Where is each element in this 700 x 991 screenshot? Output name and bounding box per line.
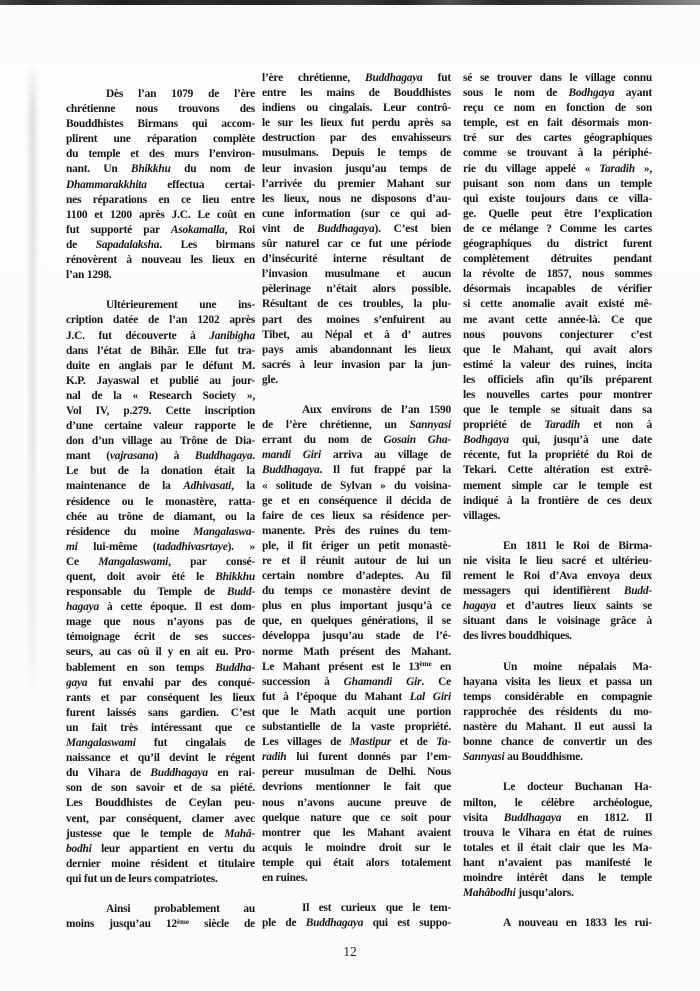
text-line: Sannyasi au Bouddhisme. [463,751,583,764]
text-line: trouva le Vihara en état de ruines [463,826,652,839]
text-line: mement simple car le temple est [463,479,652,492]
text-line: naissance et qu’il devint le régent [66,752,255,765]
text-line: nous pouvons conjecturer c’est [463,328,652,341]
text-line: un fait très intéressant que ce [66,721,255,734]
text-line: du Vihara de Buddhagaya en rai- [66,767,255,780]
text-line: propriété de Taradih et non à [463,419,652,432]
paragraph [463,660,652,766]
text-line: milton, le célèbre archéologue, [463,796,652,809]
text-line: faire de ces lieux sa résidence per- [262,509,451,522]
text-line: part des moines s’enfuirent au [262,313,451,326]
text-line: Ainsi probablement au [106,903,255,916]
text-line: hant n’avaient pas manifesté le [463,856,652,869]
text-line: développa jusqu’au stade de l’é- [262,630,451,643]
text-line: ple de Buddhagaya qui est suppo- [262,917,451,930]
text-line: sé se trouver dans le village connu [463,72,652,84]
paragraph [66,298,255,887]
text-line: nes réparations en ce lieu entre [66,193,255,206]
text-line: les officiels afin qu’ils préparent [463,373,652,386]
text-line: re et il réunit autour de lui un [262,555,451,567]
text-line: Le docteur Buchanan Ha- [503,781,652,794]
text-line: acquis le moindre droit sur le [262,841,451,854]
text-line: complètement détruites pendant [463,253,652,266]
paragraph [262,403,451,886]
text-line: l’an 1298. [66,269,112,282]
text-line: destruction par des envahisseurs [262,132,451,145]
text-line: don d’un village au Trône de Dia- [66,435,255,448]
paragraph [463,71,652,524]
text-line: en ruines. [262,871,308,884]
text-line: rants et par conséquent les lieux [66,691,255,704]
text-line: sacrés à leur invasion par la jun- [262,358,451,371]
text-line: qui existe toujours dans ce villa- [463,192,652,205]
text-line: plus en plus important jusqu’à ce [262,600,451,613]
text-line: montrer que les Mahant avaient [262,826,451,839]
text-line: reçu ce nom en fonction de son [463,102,652,115]
text-line: Mangalaswami fut cingalais de [66,737,255,750]
text-line: désormais incapables de vérifier [463,283,652,296]
text-line: devrions mentionner le fait que [262,781,451,794]
text-line: ge et en conséquence il décida de [262,494,451,507]
text-line: d’insécurité interne résultant de [262,253,451,266]
text-line: que le Mahant, qui avait alors [463,343,652,356]
text-line: dans l’état de Bihâr. Elle fut tra- [66,344,255,357]
text-line: puisant son nom dans un temple [463,177,652,190]
text-line: moins jusqu’au 12ème siècle de [66,917,255,931]
paragraph [262,901,451,931]
text-line: justesse que le temple de Mahâ- [66,827,255,840]
text-line: que le Math acquit une portion [262,705,451,718]
text-line: furent laissés sans gardien. C’est [66,706,255,719]
text-line: me avant cette année-là. Ce que [463,313,652,326]
text-line: nal de la « Research Society », [66,389,255,402]
text-column-middle [262,71,451,946]
paragraph [66,902,255,932]
text-line: mant (vajrasana) à Buddhagaya. [66,450,255,463]
text-line: estimé la valeur des ruines, incita [463,358,652,371]
text-line: Les villages de Mastipur et de Ta- [262,736,451,749]
text-line: rement le Roi d’Ava envoya deux [463,570,652,583]
text-line: fut supporté par Asokamalla, Roi [66,223,255,236]
paragraph [262,71,451,388]
text-line: l’ère chrétienne, Buddhagaya fut [262,72,451,84]
text-line: tré sur des cartes géographiques [463,132,652,145]
text-line: rénovèrent à nouveau les lieux en [66,254,255,267]
text-line: bonne chance de convertir un des [463,736,652,749]
text-line: nastère du Mahant. Il eut aussi la [463,721,652,734]
paragraph [463,539,652,645]
text-line: norme Math présent des Mahant. [262,645,451,658]
text-line: chrétienne nous trouvons des [66,103,255,116]
text-line: Dhammarakkhita effectua certai- [66,178,255,191]
text-line: Le Mahant présent est le 13ème en [262,660,451,673]
text-line: temple, est en fait désormais mon- [463,117,652,130]
text-line: hagaya et d’autres lieux saints se [463,600,652,613]
text-line: certain nombre d’adeptes. Au fil [262,570,451,583]
text-line: Un moine népalais Ma- [503,660,652,673]
text-line: substantielle de la vaste propriété. [262,721,451,734]
text-line: indiqué à la frontière de ces deux [463,494,652,507]
text-line: bablement en son temps Buddha- [66,661,255,674]
text-line: mandi Giri arriva au village de [262,449,451,462]
text-line: récente, fut la propriété du Roi de [463,449,652,462]
text-line: Tibet, au Népal et à d’ autres [262,328,451,341]
text-line: Les Bouddhistes de Ceylan peu- [66,797,255,810]
text-line: leur invasion jusqu’au temps de [262,162,451,175]
text-line: qui fut un de leurs compatriotes. [66,872,218,885]
text-line: de Sapadalaksha. Les birmans [66,238,255,251]
text-line: villages. [463,509,501,522]
text-line: hagaya à cette époque. Il est dom- [66,601,255,614]
text-line: rie du village appelé « Taradih », [463,162,652,175]
text-line: Ultérieurement une ins- [106,299,255,312]
text-line: Vol IV, p.279. Cette inscription [66,404,255,417]
text-line: résidence du moine Mangalaswa- [66,525,255,538]
paragraph [463,780,652,901]
text-line: d’une certaine valeur rapporte le [66,420,255,433]
text-line: cription datée de l’an 1202 après [66,314,255,327]
text-line: Dès l’an 1079 de l’ère [106,88,255,100]
text-line: du temple et des murs l’environ- [66,148,255,161]
text-line: Ce Mangalaswami, par consé- [66,555,255,568]
text-line: nant. Un Bhikkhu du nom de [66,163,255,176]
text-line: les nouvelles cartes pour montrer [463,388,652,401]
text-line: bodhi leur appartient en vertu du [66,842,255,855]
text-line: témoignage écrit de ses succes- [66,631,255,644]
text-line: Résultant de ces troubles, la plu- [262,298,451,311]
text-line: résidence ou le monastère, ratta- [66,495,255,508]
text-line: K.P. Jayaswal et publié au jour- [66,374,255,387]
text-line: comme se trouvant à la périphé- [463,147,652,160]
text-line: l’invasion musulmane et aucun [262,268,451,281]
text-line: Bouddhistes Birmans qui accom- [66,118,255,131]
text-line: entre les mains de Bouddhistes [262,87,451,100]
text-line: géographiques du district furent [463,238,652,251]
text-line: pèlerinage n’était alors possible. [262,283,451,296]
text-line: vint de Buddhagaya). C’est bien [262,222,451,235]
text-line: Mahâbodhi jusqu’alors. [463,887,574,900]
text-line: Le but de la donation était la [66,465,255,478]
text-line: duite en anglais par le défunt M. [66,359,255,372]
text-line: son de son savoir et de sa piété. [66,782,255,795]
text-line: maintenance de la Adhivasati, la [66,480,255,493]
text-line: ple, il fit ériger un petit monastè- [262,539,451,552]
text-line: des livres bouddhiques. [463,630,572,643]
text-line: temple qui était alors totalement [262,856,451,869]
text-line: visita Buddhagaya en 1812. Il [463,811,652,824]
page-number: 12 [343,944,357,959]
text-line: manente. Près des ruines du tem- [262,524,451,537]
text-line: nie visita le lieu sacré et ultérieu- [463,555,652,567]
text-line: gle. [262,373,278,386]
text-line: du temps ce monastère devint de [262,585,451,598]
text-line: de ce mélange ? Comme les cartes [463,222,652,235]
scan-gutter-shadow [29,58,36,708]
text-line: que, en quelques générations, il se [262,615,451,628]
text-line: pereur musulman de Delhi. Nous [262,766,451,779]
text-line: En 1811 le Roi de Birma- [503,539,652,552]
text-line: fut à l’époque du Mahant Lal Giri [262,690,451,703]
text-line: radih lui furent donnés par l’em- [262,751,451,764]
text-line: totales et il était clair que les Ma- [463,841,652,854]
text-line: pays amis abandonnant les lieux [262,343,451,356]
text-line: moindre intérêt dans le temple [463,871,652,884]
text-line: temps considérable en compagnie [463,690,652,703]
text-line: mage que nous n’ayons pas de [66,616,255,629]
text-line: A nouveau en 1833 les rui- [503,917,652,930]
text-line: sûr naturel car ce fut une période [262,238,451,251]
text-line: le sur les lieux fut perdu après sa [262,117,451,130]
text-line: « solitude de Sylvan » du voisina- [262,479,451,492]
text-line: gaya fut envahi par des conqué- [66,676,255,689]
paragraph [66,87,255,283]
text-line: sous le nom de Bodhgaya ayant [463,87,652,100]
text-line: la révolte de 1857, nous sommes [463,268,652,281]
text-column-left [66,87,255,947]
text-line: nous n’avons aucune preuve de [262,796,451,809]
text-line: plirent une réparation complète [66,133,255,146]
text-line: situant dans le voisinage grâce à [463,615,652,628]
text-line: Bodhgaya qui, jusqu’à une date [463,434,652,447]
text-line: J.C. fut découverte à Janibigha [66,329,255,342]
text-line: si cette anomalie avait existé mê- [463,298,652,311]
text-line: Il est curieux que le tem- [302,902,451,915]
text-line: de l’ère chrétienne, un Sannyasi [262,419,451,432]
paragraph [463,916,652,931]
text-line: l’arrivée du premier Mahant sur [262,177,451,190]
text-line: 1100 et 1200 après J.C. Le coût en [66,208,255,221]
text-line: hayana visita les lieux et passa un [463,675,652,688]
text-line: les lieux, nous ne disposons d’au- [262,192,451,205]
text-line: Aux environs de l’an 1590 [302,404,451,417]
text-line: musulmans. Depuis le temps de [262,147,451,160]
text-column-right [463,71,652,946]
text-line: quelque nature que ce soit pour [262,811,451,824]
text-line: Buddhagaya. Il fut frappé par la [262,464,451,477]
text-line: messagers qui identifièrent Budd- [463,585,652,598]
scan-edge-artifact [0,0,700,5]
text-line: responsable du Temple de Budd- [66,586,255,599]
text-line: ge. Quelle peut être l’explication [463,207,652,220]
text-line: chée au trône de diamant, ou la [66,510,255,523]
text-line: quent, doit avoir été le Bhikkhu [66,571,255,583]
text-line: indiens ou cingalais. Leur contrô- [262,102,451,115]
text-line: dernier moine résident et titulaire [66,857,255,870]
text-line: que le temple se situait dans sa [463,404,652,417]
text-line: succession à Ghamandi Gir. Ce [262,675,451,688]
text-line: rapprochée des résidents du mo- [463,705,652,718]
text-line: errant du nom de Gosain Gha- [262,434,451,447]
text-line: Tekari. Cette altération est extrê- [463,464,652,477]
text-line: mi lui-même (tadadhivasrtaye). » [66,540,255,553]
text-line: vent, par conséquent, clamer avec [66,812,255,825]
text-line: cune information (sur ce qui ad- [262,207,451,220]
text-line: seurs, au cas où il y en ait eu. Pro- [66,646,255,659]
